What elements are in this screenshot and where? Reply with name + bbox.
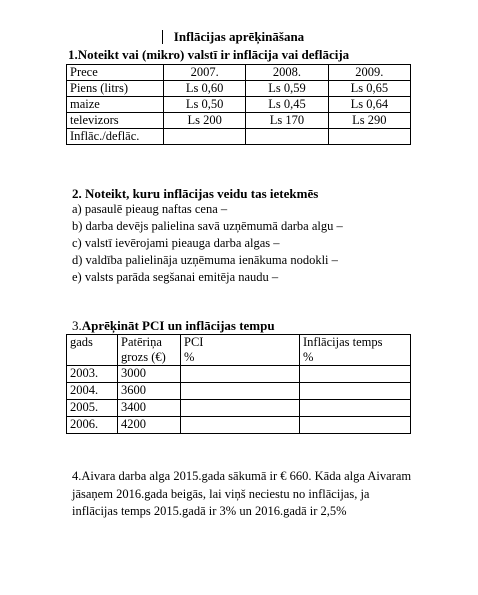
answer-cell[interactable]: [300, 417, 411, 434]
answer-cell[interactable]: [300, 400, 411, 417]
table-cell: 3600: [118, 383, 181, 400]
answer-cell[interactable]: [328, 129, 410, 145]
table-cell: Ls 0,64: [328, 97, 410, 113]
task2-item-d: d) valdība palielināja uzņēmuma ienākuma nodokli –: [72, 253, 338, 267]
table-cell: maize: [67, 97, 164, 113]
answer-cell[interactable]: [300, 383, 411, 400]
task2-item-e: e) valsts parāda segšanai emitēja naudu –: [72, 270, 279, 284]
task2-heading: 2. Noteikt, kuru inflācijas veidu tas ietekmēs: [72, 186, 319, 201]
column-header: gads: [67, 335, 118, 366]
table-row: [67, 97, 411, 113]
text-cursor: [162, 30, 163, 44]
table-cell: Piens (litrs): [67, 81, 164, 97]
table-header-row: [67, 335, 411, 366]
column-header-line: %: [184, 350, 195, 364]
column-header-line: PCI: [184, 335, 204, 349]
column-header-line: Patēriņa: [121, 335, 162, 349]
table-cell: 2005.: [67, 400, 118, 417]
table-cell: 4200: [118, 417, 181, 434]
column-header-line: Inflācijas temps: [303, 335, 383, 349]
table-cell: Inflāc./deflāc.: [67, 129, 164, 145]
column-header: [181, 335, 300, 366]
table-row: [67, 417, 411, 434]
table-cell: televizors: [67, 113, 164, 129]
table-cell: Ls 0,45: [246, 97, 328, 113]
table-cell: Ls 200: [164, 113, 246, 129]
table-row: [67, 81, 411, 97]
table-cell: 3400: [118, 400, 181, 417]
table-cell: Ls 170: [246, 113, 328, 129]
answer-cell[interactable]: [300, 366, 411, 383]
table-cell: Ls 0,65: [328, 81, 410, 97]
table-row: [67, 383, 411, 400]
answer-cell[interactable]: [181, 400, 300, 417]
table-cell: Ls 290: [328, 113, 410, 129]
answer-cell[interactable]: [181, 366, 300, 383]
task3-heading: [72, 318, 275, 334]
table-row: [67, 113, 411, 129]
task4-paragraph: 4.Aivara darba alga 2015.gada sākumā ir € 660. Kāda alga Aivaram jāsaņem 2016.gada beigās, lai viņš neciestu no inflācijas, ja inflācijas temps 2015.gadā ir 3% un 2016.gadā ir 2,5%: [72, 469, 412, 518]
task2-item-b: b) darba devējs palielina savā uzņēmumā darba algu –: [72, 219, 343, 233]
table-cell: 2006.: [67, 417, 118, 434]
document-title: Inflācijas aprēķināšana: [173, 29, 305, 44]
column-header: [118, 335, 181, 366]
table-cell: Ls 0,50: [164, 97, 246, 113]
column-header-line: %: [303, 350, 314, 364]
cpi-table: [66, 334, 411, 434]
table-row: [67, 366, 411, 383]
column-header: 2008.: [246, 65, 328, 81]
table-cell: Ls 0,60: [164, 81, 246, 97]
table-cell: 2003.: [67, 366, 118, 383]
price-table: [66, 64, 411, 145]
column-header-line: grozs (€): [121, 350, 166, 364]
task1-heading: 1.Noteikt vai (mikro) valstī ir inflācija vai deflācija: [68, 47, 350, 62]
table-cell: Ls 0,59: [246, 81, 328, 97]
answer-cell[interactable]: [181, 383, 300, 400]
task2-item-a: a) pasaulē pieaug naftas cena –: [72, 202, 228, 216]
task2-item-c: c) valstī ievērojami pieauga darba algas –: [72, 236, 280, 250]
table-cell: 3000: [118, 366, 181, 383]
table-header-row: [67, 65, 411, 81]
table-row: [67, 400, 411, 417]
column-header: [300, 335, 411, 366]
answer-cell[interactable]: [181, 417, 300, 434]
answer-cell[interactable]: [246, 129, 328, 145]
column-header: 2007.: [164, 65, 246, 81]
task3-heading-number: 3.: [72, 318, 82, 333]
table-row: [67, 129, 411, 145]
column-header: Prece: [67, 65, 164, 81]
column-header: 2009.: [328, 65, 410, 81]
answer-cell[interactable]: [164, 129, 246, 145]
task3-heading-text: Aprēķināt PCI un inflācijas tempu: [81, 318, 275, 333]
table-cell: 2004.: [67, 383, 118, 400]
